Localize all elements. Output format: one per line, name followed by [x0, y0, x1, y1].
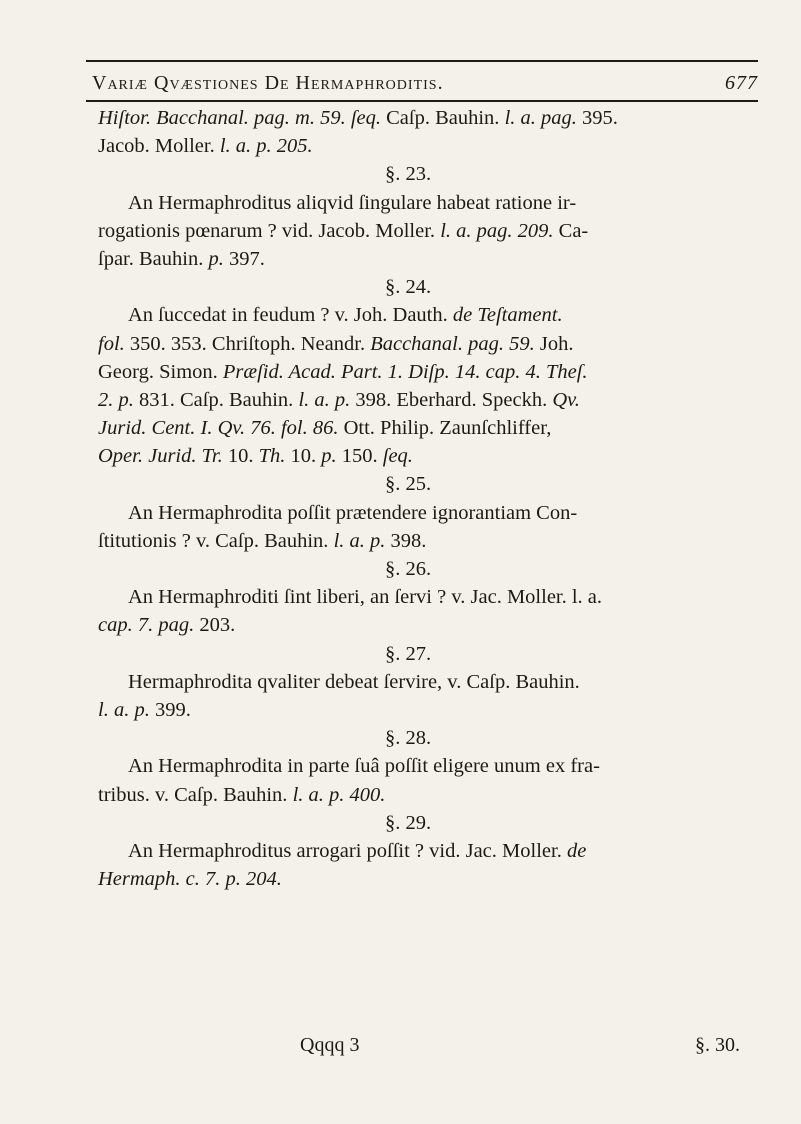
running-title: Variæ Qvæstiones De Hermaphroditis.	[92, 72, 444, 94]
section-mark-28: §. 28.	[384, 727, 432, 750]
text-line: Jacob. Moller. l. a. p. 205.	[98, 135, 313, 158]
text-line: tribus. v. Caſp. Bauhin. l. a. p. 400.	[98, 783, 386, 806]
section-mark-27: §. 27.	[384, 642, 432, 665]
text-line: cap. 7. pag. 203.	[98, 614, 236, 637]
header-rule-top	[86, 60, 758, 62]
text-line: An Hermaphrodita poſſit prætendere ignorantiam Con-	[128, 501, 578, 524]
text-line: l. a. p. 399.	[98, 698, 191, 721]
section-mark-26: §. 26.	[384, 558, 432, 580]
text-line: An Hermaphrodita in parte ſuâ poſſit eligere unum ex fra-	[128, 755, 600, 778]
text-line: fol. 350. 353. Chriſtoph. Neandr. Bacchanal. pag. 59. Joh.	[98, 332, 574, 355]
page-footer	[300, 1034, 740, 1064]
signature-mark: Qqqq 3	[300, 1034, 360, 1056]
page-body	[98, 104, 758, 893]
text-line: Jurid. Cent. I. Qv. 76. fol. 86. Ott. Philip. Zaunſchliffer,	[98, 417, 552, 440]
section-mark-25: §. 25.	[384, 473, 432, 496]
text-line: An ſuccedat in feudum ? v. Joh. Dauth. de Teſtament.	[128, 304, 563, 327]
text-line: Hiſtor. Bacchanal. pag. m. 59. ſeq. Caſp. Bauhin. l. a. pag. 395.	[98, 107, 618, 129]
text-line: Hermaph. c. 7. p. 204.	[98, 868, 282, 891]
header-rule-bottom	[86, 100, 758, 102]
text-line: 2. p. 831. Caſp. Bauhin. l. a. p. 398. Eberhard. Speckh. Qv.	[98, 388, 580, 411]
section-mark-23: §. 23.	[384, 163, 432, 186]
page-number: 677	[725, 72, 758, 94]
text-line: An Hermaphroditus arrogari poſſit ? vid. Jac. Moller. de	[128, 839, 587, 862]
running-head	[86, 72, 758, 100]
text-line: rogationis pœnarum ? vid. Jacob. Moller. l. a. pag. 209. Ca-	[98, 219, 589, 242]
section-mark-24: §. 24.	[384, 276, 432, 299]
text-line: Hermaphrodita qvaliter debeat ſervire, v. Caſp. Bauhin.	[128, 670, 580, 693]
text-line: Georg. Simon. Præſid. Acad. Part. 1. Diſp. 14. cap. 4. Theſ.	[98, 360, 588, 383]
text-line: ſtitutionis ? v. Caſp. Bauhin. l. a. p. 398.	[98, 529, 427, 552]
text-line: An Hermaphroditi ſint liberi, an ſervi ? v. Jac. Moller. l. a.	[128, 586, 603, 609]
section-mark-29: §. 29.	[384, 811, 432, 834]
text-line: Oper. Jurid. Tr. 10. Th. 10. p. 150. ſeq.	[98, 445, 413, 468]
text-line: An Hermaphroditus aliqvid ſingulare habeat ratione ir-	[128, 191, 577, 214]
text-line: ſpar. Bauhin. p. 397.	[98, 247, 265, 270]
catchword: §. 30.	[695, 1034, 740, 1056]
